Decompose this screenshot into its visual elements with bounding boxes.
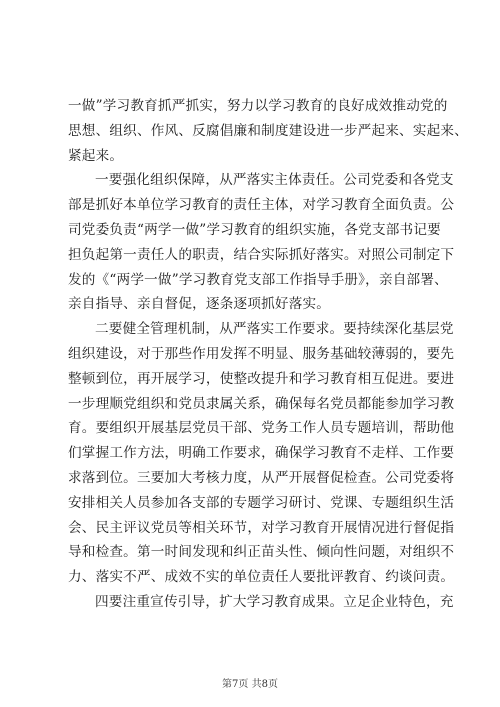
paragraph-first-line: 四要注重宣传引导，扩大学习教育成果。立足企业特色，充 xyxy=(95,594,454,610)
text-line: 亲自指导、亲自督促，逐条逐项抓好落实。 xyxy=(68,296,331,313)
text-line: 一做”学习教育抓严抓实，努力以学习教育的良好成效推动党的 xyxy=(68,98,448,114)
text-line: 担负起第一责任人的职责，结合实际抓好落实。对照公司制定下 xyxy=(68,246,455,263)
text-line: 求落到位。三要加大考核力度，从严开展督促检查。公司党委将 xyxy=(68,470,455,486)
text-line: 整顿到位，再开展学习，使整改提升和学习教育相互促进。要进 xyxy=(68,370,455,387)
text-line: 一步理顺党组织和党员隶属关系，确保每名党员都能参加学习教 xyxy=(68,395,455,412)
paragraph-first-line: 一要强化组织保障，从严落实主体责任。公司党委和各党支 xyxy=(95,172,454,189)
paragraph-first-line: 二要健全管理机制，从严落实工作要求。要持续深化基层党 xyxy=(95,321,454,338)
text-line: 紧起来。 xyxy=(68,147,124,164)
page-footer: 第7页 共8页 xyxy=(222,679,278,690)
text-line: 力、落实不严、成效不实的单位责任人要批评教育、约谈问责。 xyxy=(68,569,455,586)
text-line: 们掌握工作方法，明确工作要求，确保学习教育不走样、工作要 xyxy=(68,445,455,462)
text-line: 发的《“两学一做”学习教育党支部工作指导手册》，亲自部署、 xyxy=(68,271,448,288)
text-line: 安排相关人员参加各支部的专题学习研讨、党课、专题组织生活 xyxy=(68,494,455,511)
text-line: 会、民主评议党员等相关环节，对学习教育开展情况进行督促指 xyxy=(68,519,455,536)
text-line: 导和检查。第一时间发现和纠正苗头性、倾向性问题，对组织不 xyxy=(68,544,455,561)
text-line: 司党委负责“两学一做”学习教育的组织实施，各党支部书记要 xyxy=(68,222,441,238)
text-line: 思想、组织、作风、反腐倡廉和制度建设进一步严起来、实起来、 xyxy=(68,122,469,139)
text-line: 育。要组织开展基层党员干部、党务工作人员专题培训，帮助他 xyxy=(68,420,455,437)
text-line: 组织建设，对于那些作用发挥不明显、服务基础较薄弱的，要先 xyxy=(68,346,455,362)
text-line: 部是抓好本单位学习教育的责任主体，对学习教育全面负责。公 xyxy=(68,197,455,214)
